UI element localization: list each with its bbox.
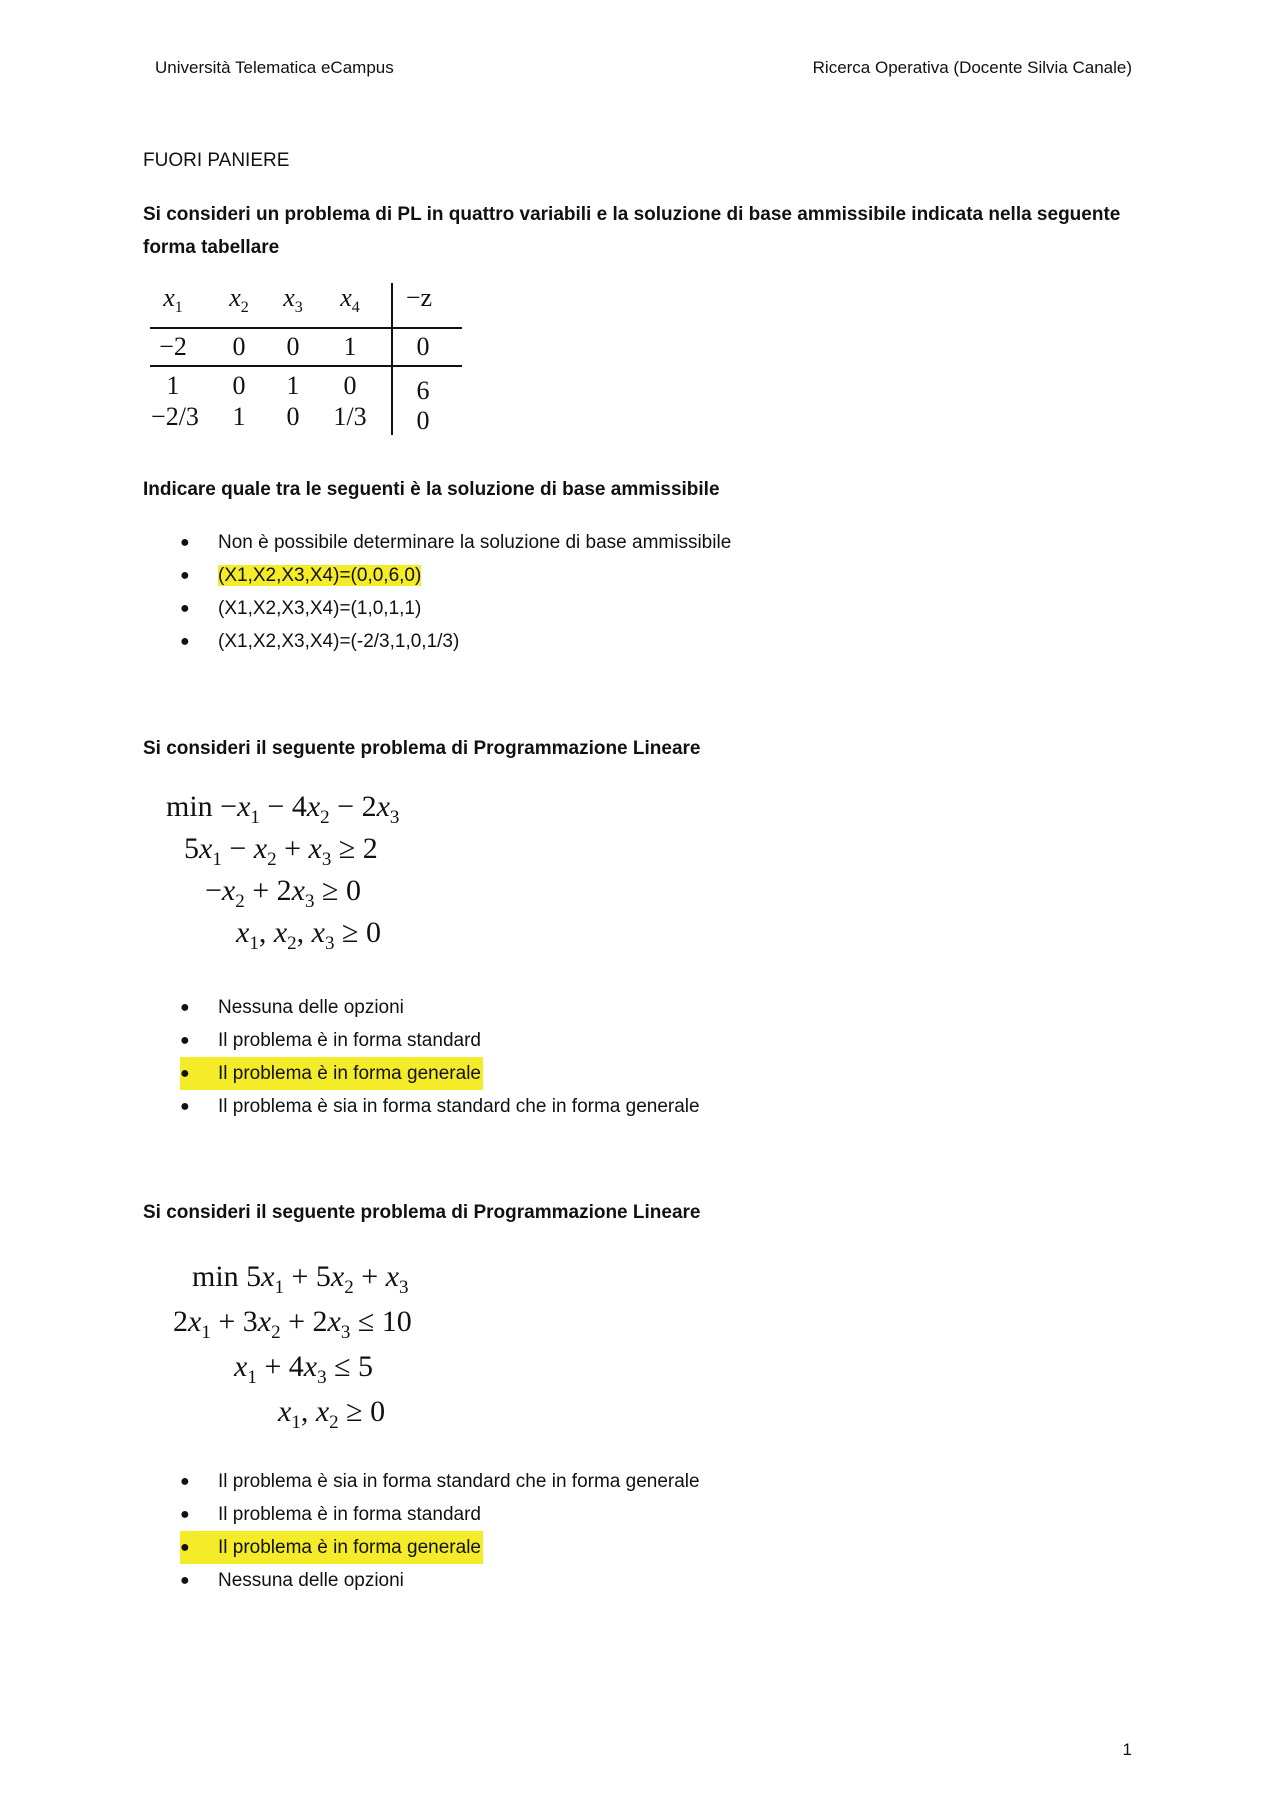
q3-question: Si consideri il seguente problema di Programmazione Lineare — [143, 1202, 701, 1223]
q1-intro: Si consideri un problema di PL in quattro variabili e la soluzione di base ammissibile indicata nella seguente forma tabellare — [143, 204, 1121, 258]
tableau-cell: 0 — [343, 371, 357, 400]
q3-constraint-1: $2x_1 + 3x_2 + 2x_3 \le 10$ — [173, 1305, 412, 1343]
tableau-cell: −2 — [159, 332, 187, 361]
q1-option[interactable]: ● Non è possibile determinare la soluzione di base ammissibile — [180, 526, 731, 559]
tableau-divider-vertical — [391, 283, 393, 435]
q2-constraint-1: $5x_1 - x_2 + x_3 \ge 2$ — [184, 832, 378, 870]
tableau-divider-header — [150, 327, 462, 329]
tableau-cell: 0 — [232, 332, 246, 361]
q2-objective: $\min -x_1 - 4x_2 - 2x_3$ — [166, 790, 400, 828]
q2-nonnegativity: $x_1$, $x_2$, $x_3 \ge 0$ — [236, 916, 381, 954]
tableau-cell: 1 — [166, 371, 180, 400]
tableau-cell: 6 — [416, 376, 430, 405]
bullet-icon: ● — [180, 633, 190, 650]
bullet-icon: ● — [180, 999, 190, 1016]
tableau-cell: 0 — [286, 332, 300, 361]
tableau-cell: −2/3 — [151, 402, 199, 431]
tableau-cell: 0 — [416, 332, 430, 361]
header-course: Ricerca Operativa (Docente Silvia Canale) — [812, 58, 1132, 77]
bullet-icon: ● — [180, 567, 190, 584]
tableau-header-x4: $x_4$ — [340, 283, 360, 317]
tableau-cell: 1/3 — [333, 402, 367, 431]
bullet-icon: ● — [180, 534, 190, 551]
q1-option[interactable]: ● (X1,X2,X3,X4)=(1,0,1,1) — [180, 592, 731, 625]
q3-constraint-2: $x_1 + 4x_3 \le 5$ — [234, 1350, 374, 1388]
tableau-header-x2: $x_2$ — [229, 283, 249, 317]
q1-option[interactable]: ● (X1,X2,X3,X4)=(-2/3,1,0,1/3) — [180, 625, 731, 658]
tableau-cell: 0 — [416, 406, 430, 435]
tableau-header-x3: $x_3$ — [283, 283, 303, 317]
page-number: 1 — [1122, 1740, 1132, 1759]
bullet-icon: ● — [180, 1572, 190, 1589]
q3-option[interactable]: ● Il problema è sia in forma standard che in forma generale — [180, 1465, 700, 1498]
tableau-header-x1: $x_1$ — [163, 283, 183, 317]
q2-question: Si consideri il seguente problema di Programmazione Lineare — [143, 738, 701, 759]
q2-option[interactable]: ● Nessuna delle opzioni — [180, 991, 700, 1024]
q3-options — [180, 1465, 700, 1597]
q3-option[interactable]: ● Il problema è in forma standard — [180, 1498, 700, 1531]
q2-option[interactable]: ● Il problema è in forma standard — [180, 1024, 700, 1057]
q3-nonnegativity: $x_1$, $x_2 \ge 0$ — [278, 1395, 386, 1433]
q1-question: Indicare quale tra le seguenti è la soluzione di base ammissibile — [143, 479, 720, 500]
section-label: FUORI PANIERE — [143, 150, 290, 171]
q2-option[interactable]: ● Il problema è sia in forma standard che in forma generale — [180, 1090, 700, 1123]
bullet-icon: ● — [180, 1032, 190, 1049]
bullet-icon: ● — [180, 1539, 190, 1556]
header-university: Università Telematica eCampus — [155, 58, 394, 77]
bullet-icon: ● — [180, 1065, 190, 1082]
tableau-cell: 0 — [232, 371, 246, 400]
tableau-cell: 0 — [286, 402, 300, 431]
q1-tableau — [143, 283, 463, 443]
q2-option-correct[interactable]: ● Il problema è in forma generale — [180, 1057, 700, 1090]
tableau-header-z: −z — [405, 283, 433, 312]
tableau-cell: 1 — [343, 332, 357, 361]
q3-option-correct[interactable]: ● Il problema è in forma generale — [180, 1531, 700, 1564]
q3-option[interactable]: ● Nessuna delle opzioni — [180, 1564, 700, 1597]
tableau-divider-objective — [150, 365, 462, 367]
bullet-icon: ● — [180, 1473, 190, 1490]
bullet-icon: ● — [180, 600, 190, 617]
bullet-icon: ● — [180, 1506, 190, 1523]
q2-options — [180, 991, 700, 1123]
tableau-cell: 1 — [286, 371, 300, 400]
q1-option-correct[interactable]: ● (X1,X2,X3,X4)=(0,0,6,0) — [180, 559, 731, 592]
q1-options — [180, 526, 731, 658]
bullet-icon: ● — [180, 1098, 190, 1115]
q3-objective: $\min 5x_1 + 5x_2 + x_3$ — [192, 1260, 409, 1298]
tableau-cell: 1 — [232, 402, 246, 431]
q2-constraint-2: $-x_2 + 2x_3 \ge 0$ — [205, 874, 361, 912]
